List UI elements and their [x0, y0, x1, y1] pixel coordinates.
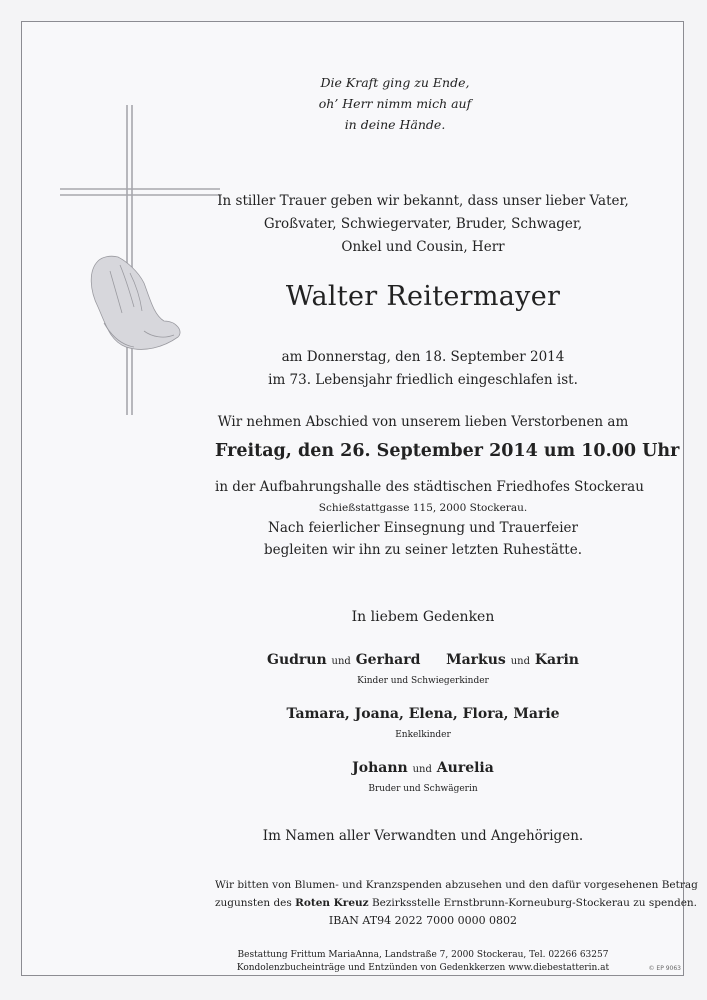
- donation-org: Roten Kreuz: [295, 897, 369, 909]
- intro-line: Großvater, Schwiegervater, Bruder, Schwager,: [263, 216, 583, 232]
- location-line: Nach feierlicher Einsegnung und Trauerfeier: [268, 520, 578, 536]
- mourner-name: Johann: [352, 760, 408, 776]
- donation-pre: zugunsten des: [215, 897, 296, 909]
- mourners-children: [215, 652, 631, 668]
- intro-line: In stiller Trauer geben wir bekannt, dass unser lieber Vater,: [217, 193, 629, 209]
- memory-heading: In liebem Gedenken: [351, 609, 495, 625]
- footer-line: Bestattung Frittum MariaAnna, Landstraße 7, 2000 Stockerau, Tel. 02266 63257: [237, 950, 609, 960]
- and-word: und: [412, 764, 432, 775]
- deceased-name: Walter Reitermayer: [285, 281, 561, 312]
- verse-line: in deine Hände.: [344, 117, 446, 132]
- donation-line: [215, 897, 698, 909]
- location-line: in der Aufbahrungshalle des städtischen Friedhofes Stockerau: [215, 479, 644, 495]
- footer-line: Kondolenzbucheinträge und Entzünden von Gedenkkerzen www.diebestatterin.at: [236, 963, 610, 973]
- donation-post: Bezirksstelle Ernstbrunn-Korneuburg-Stockerau zu spenden.: [368, 897, 698, 909]
- death-line: im 73. Lebensjahr friedlich eingeschlafen ist.: [268, 372, 578, 388]
- mourner-role: Kinder und Schwiegerkinder: [357, 676, 489, 686]
- verse-line: Die Kraft ging zu Ende,: [320, 75, 470, 90]
- closing-line: Im Namen aller Verwandten und Angehörigen.: [262, 828, 584, 844]
- mourner-name: Aurelia: [436, 760, 494, 776]
- cross-praying-hands-icon: [60, 85, 220, 415]
- death-line: am Donnerstag, den 18. September 2014: [281, 349, 565, 365]
- verse-line: oh’ Herr nimm mich auf: [318, 96, 472, 111]
- mourner-name: Gerhard: [355, 652, 421, 668]
- mourner-name: Karin: [534, 652, 579, 668]
- iban: IBAN AT94 2022 7000 0000 0802: [328, 914, 518, 927]
- donation-line: Wir bitten von Blumen- und Kranzspenden abzusehen und den dafür vorgesehenen Betrag: [215, 879, 698, 891]
- and-word: und: [510, 656, 530, 667]
- farewell-intro: Wir nehmen Abschied von unserem lieben Verstorbenen am: [217, 414, 629, 430]
- and-word: und: [331, 656, 351, 667]
- mourners-siblings: [215, 760, 631, 776]
- print-stamp: © EP 9063: [648, 965, 681, 972]
- funeral-date: Freitag, den 26. September 2014 um 10.00 Uhr: [215, 441, 680, 461]
- intro-line: Onkel und Cousin, Herr: [341, 239, 505, 255]
- mourners-grandchildren: Tamara, Joana, Elena, Flora, Marie: [286, 706, 560, 722]
- location-line: begleiten wir ihn zu seiner letzten Ruhestätte.: [264, 542, 582, 558]
- mourner-role: Bruder und Schwägerin: [368, 784, 478, 794]
- mourner-name: Gudrun: [266, 652, 327, 668]
- address-line: Schießstattgasse 115, 2000 Stockerau.: [318, 502, 528, 514]
- mourner-name: Markus: [446, 652, 506, 668]
- mourner-role: Enkelkinder: [395, 730, 451, 740]
